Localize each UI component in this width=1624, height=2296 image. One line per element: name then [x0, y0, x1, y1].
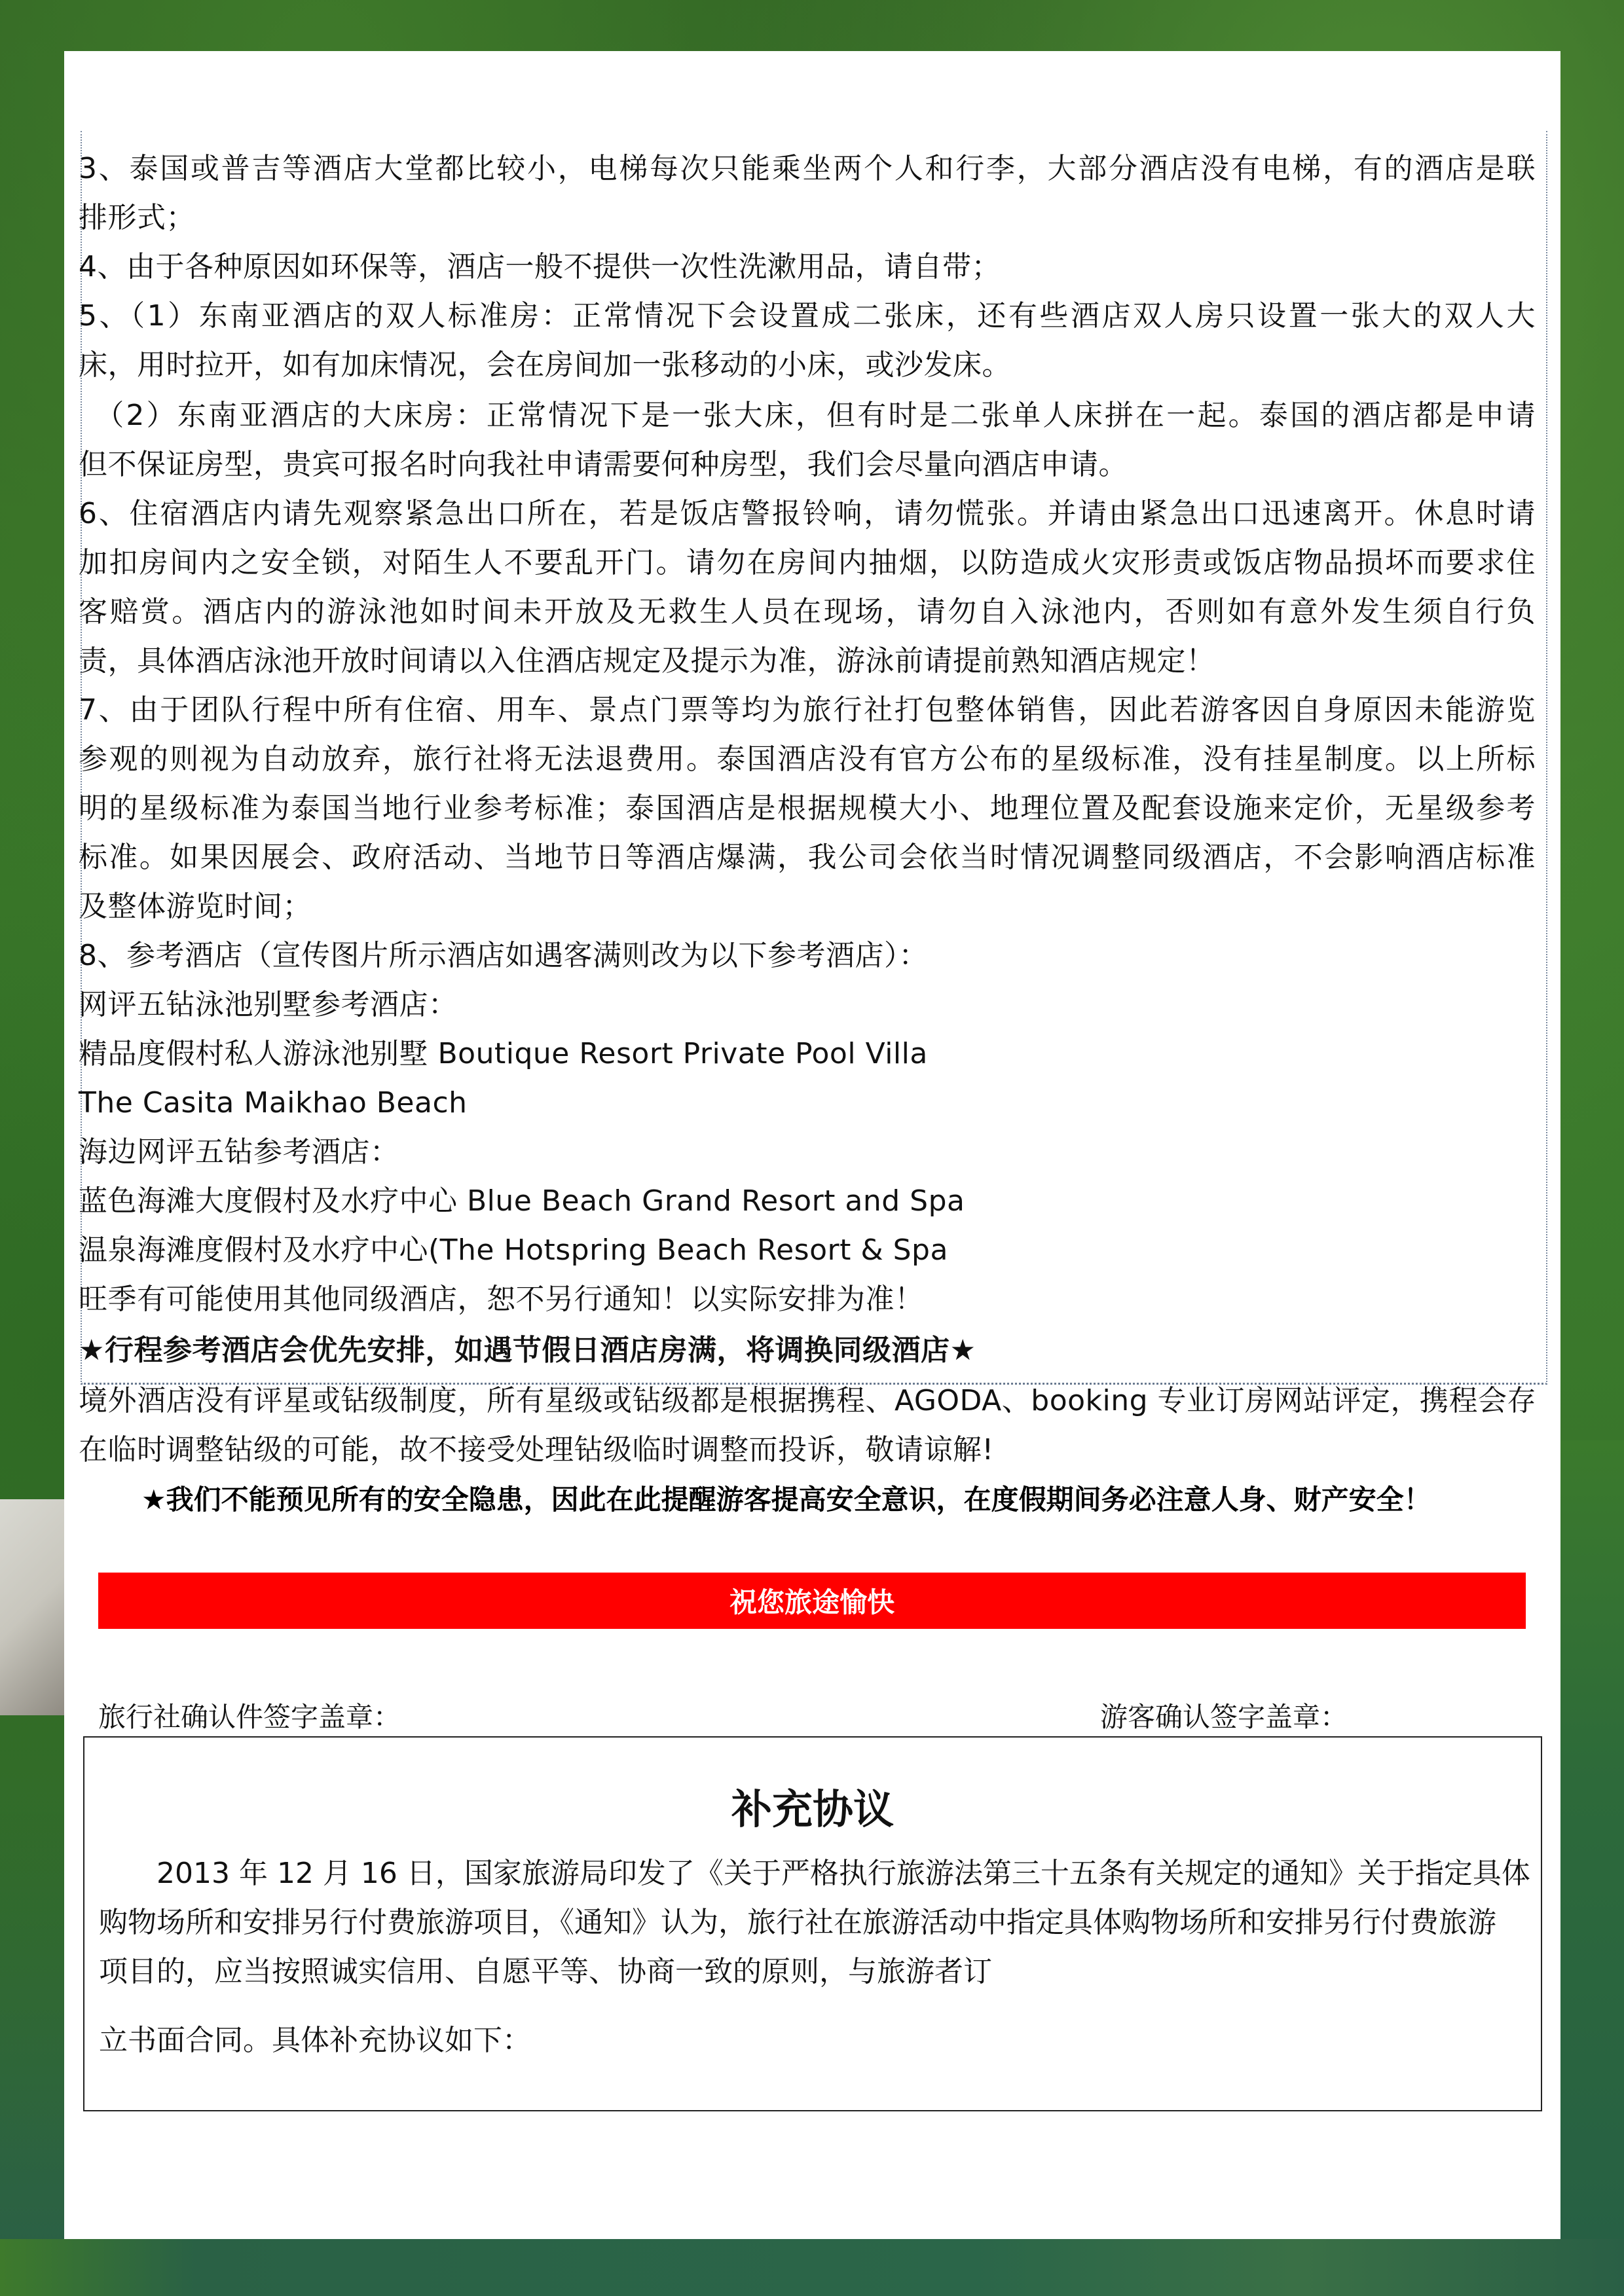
- hotel-name: The Casita Maikhao Beach: [79, 1086, 468, 1120]
- agency-signature-label: 旅行社确认件签字盖章：: [98, 1701, 401, 1733]
- note-line: 3、泰国或普吉等酒店大堂都比较小，电梯每次只能乘坐两个人和行李，大部分酒店没有电梯，有的酒店是联: [79, 152, 1536, 185]
- note-line: 5、（1）东南亚酒店的双人标准房：正常情况下会设置成二张床，还有些酒店双人房只设置一张大的双人大: [79, 299, 1536, 333]
- farewell-banner: 祝您旅途愉快: [98, 1573, 1526, 1629]
- background-photo-building: [0, 1499, 64, 1715]
- note-line: 6、住宿酒店内请先观察紧急出口所在，若是饭店警报铃响，请勿慌张。并请由紧急出口迅速离开。休息时请: [79, 497, 1536, 530]
- beach-hotel-category: 海边网评五钻参考酒店：: [79, 1135, 399, 1169]
- note-line: 4、由于各种原因如环保等，酒店一般不提供一次性洗漱用品，请自带；: [79, 250, 1001, 283]
- note-line: 明的星级标准为泰国当地行业参考标准；泰国酒店是根据规模大小、地理位置及配套设施来定价，无星级参考: [79, 792, 1536, 825]
- note-line: （2）东南亚酒店的大床房：正常情况下是一张大床，但有时是二张单人床拼在一起。泰国的酒店都是申请: [79, 399, 1536, 432]
- agreement-title: 补充协议: [731, 1785, 894, 1833]
- note-line: 在临时调整钻级的可能，故不接受处理钻级临时调整而投诉，敬请谅解!: [79, 1433, 994, 1467]
- note-line: 责，具体酒店泳池开放时间请以入住酒店规定及提示为准，游泳前请提前熟知酒店规定！: [79, 644, 1215, 678]
- background-photo-right: [1560, 1440, 1624, 2296]
- note-line: 床，用时拉开，如有加床情况，会在房间加一张移动的小床，或沙发床。: [79, 348, 1011, 382]
- pool-villa-category: 网评五钻泳池别墅参考酒店：: [79, 988, 458, 1021]
- reference-hotels-heading: 8、参考酒店（宣传图片所示酒店如遇客满则改为以下参考酒店）：: [79, 939, 928, 972]
- supplementary-agreement-box: [83, 1736, 1542, 2111]
- note-line: 境外酒店没有评星或钻级制度，所有星级或钻级都是根据携程、AGODA、booking 专业订房网站评定，携程会存: [79, 1384, 1537, 1417]
- note-line: 但不保证房型，贵宾可报名时向我社申请需要何种房型，我们会尽量向酒店申请。: [79, 448, 1128, 481]
- note-line: 及整体游览时间；: [79, 890, 312, 923]
- note-line: 加扣房间内之安全锁，对陌生人不要乱开门。请勿在房间内抽烟，以防造成火灾形责或饭店物品损坏而要求住: [79, 546, 1536, 579]
- agreement-line: 2013 年 12 月 16 日，国家旅游局印发了《关于严格执行旅游法第三十五条有关规定的通知》关于指定具体: [99, 1857, 1530, 1890]
- background-photo-water: [0, 2239, 1624, 2296]
- hotel-priority-notice: ★行程参考酒店会优先安排，如遇节假日酒店房满，将调换同级酒店★: [79, 1334, 976, 1367]
- safety-notice: ★我们不能预见所有的安全隐患，因此在此提醒游客提高安全意识，在度假期间务必注意人身、财产安全！: [141, 1484, 1431, 1516]
- note-line: 客赔赏。酒店内的游泳池如时间未开放及无救生人员在现场，请勿自入泳池内，否则如有意外发生须自行负: [79, 595, 1536, 629]
- hotel-name: 蓝色海滩大度假村及水疗中心 Blue Beach Grand Resort and Spa: [79, 1184, 965, 1218]
- tourist-signature-label: 游客确认签字盖章：: [1100, 1701, 1348, 1733]
- agreement-line: 项目的，应当按照诚实信用、自愿平等、协商一致的原则，与旅游者订: [99, 1955, 992, 1988]
- peak-season-note: 旺季有可能使用其他同级酒店，恕不另行通知！以实际安排为准！: [79, 1283, 924, 1316]
- hotel-name: 精品度假村私人游泳池别墅 Boutique Resort Private Pool Villa: [79, 1037, 928, 1070]
- agreement-line: 立书面合同。具体补充协议如下：: [99, 2024, 531, 2057]
- note-line: 7、由于团队行程中所有住宿、用车、景点门票等均为旅行社打包整体销售，因此若游客因自身原因未能游览: [79, 693, 1536, 727]
- hotel-name: 温泉海滩度假村及水疗中心(The Hotspring Beach Resort & Spa: [79, 1233, 948, 1267]
- agreement-line: 购物场所和安排另行付费旅游项目，《通知》认为，旅行社在旅游活动中指定具体购物场所和安排另行付费旅游: [99, 1906, 1496, 1939]
- note-line: 排形式；: [79, 201, 195, 234]
- note-line: 参观的则视为自动放弃，旅行社将无法退费用。泰国酒店没有官方公布的星级标准，没有挂星制度。以上所标: [79, 742, 1536, 776]
- note-line: 标准。如果因展会、政府活动、当地节日等酒店爆满，我公司会依当时情况调整同级酒店，不会影响酒店标准: [79, 841, 1536, 874]
